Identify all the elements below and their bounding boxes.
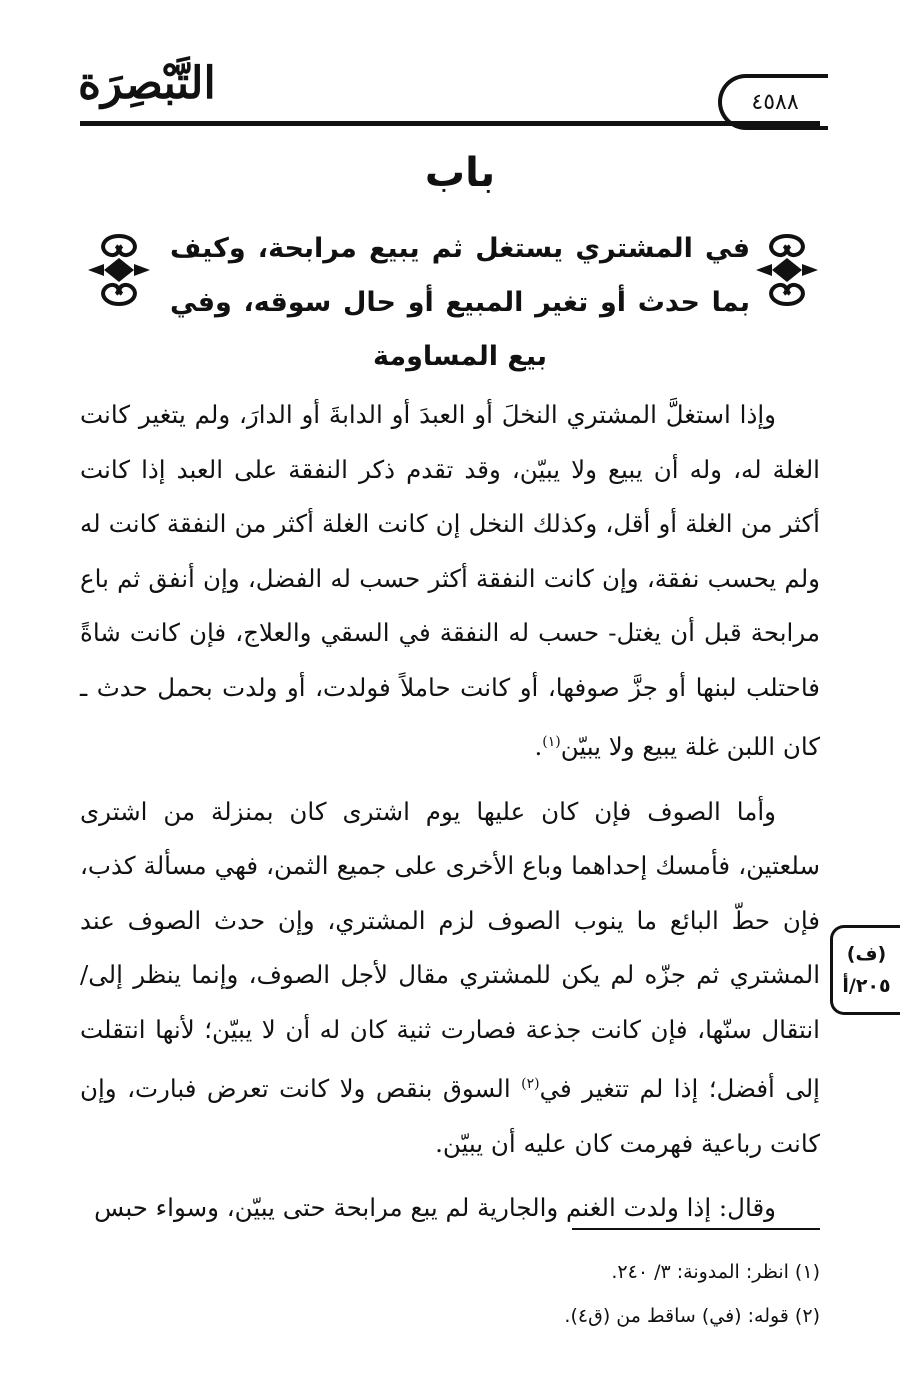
body-text bbox=[80, 388, 820, 1246]
paragraph-1-text: وإذا استغلَّ المشتري النخلَ أو العبدَ أو الدابةَ أو الدارَ، ولم يتغير كانت الغلة له، وله أن يبيع ولا يبيّن، وقد تقدم ذكر النفقة على العبد إذا كانت أكثر من الغلة أو أقل، وكذلك النخل إن كانت الغلة أكثر من النفقة كانت له ولم يحسب نفقة، وإن كانت النفقة أكثر حسب له الفضل، وإن أنفق ثم باع مرابحة قبل أن يغتل- حسب له النفقة في السقي والعلاج، فإن كانت شاةً فاحتلب لبنها أو جزَّ صوفها، أو كانت حاملاً فولدت، أو ولدت بحمل حدث ـ كان اللبن غلة يبيع ولا يبيّن bbox=[80, 400, 821, 762]
paragraph-2 bbox=[80, 785, 820, 1172]
paragraph-1-end: . bbox=[534, 732, 543, 762]
chapter-title: باب bbox=[424, 150, 496, 196]
paragraph-3: وقال: إذا ولدت الغنم والجارية لم يبع مرابحة حتى يبيّن، وسواء حبس bbox=[94, 1193, 776, 1223]
ornament-left-icon bbox=[84, 228, 154, 312]
page-number: ٤٥٨٨ bbox=[718, 74, 828, 130]
page-header bbox=[0, 0, 920, 140]
ornament-right-icon bbox=[752, 228, 822, 312]
footnote-rule bbox=[572, 1228, 820, 1230]
footnote-ref-1: (١) bbox=[542, 734, 561, 750]
margin-note-line-1: (ف) bbox=[846, 943, 887, 965]
book-title: التَّبْصِرَة bbox=[78, 58, 216, 109]
margin-note-line-2: ٢٠٥/أ bbox=[842, 975, 891, 997]
footnote-2: (٢) قوله: (في) ساقط من (ق٤). bbox=[564, 1305, 820, 1327]
paragraph-2-text-b: السوق بنقص ولا كانت تعرض فبارت، وإن كانت رباعية فهرمت كان عليه أن يبيّن. bbox=[80, 1074, 820, 1158]
footnote-1: (١) انظر: المدونة: ٣/ ٢٤٠. bbox=[611, 1261, 820, 1283]
paragraph-2-text-a: وأما الصوف فإن كان عليها يوم اشترى كان بمنزلة من اشترى سلعتين، فأمسك إحداهما وباع الأخرى على جميع الثمن، فهي مسألة كذب، فإن حطّ البائع ما ينوب الصوف لزم المشتري، وإن حدث الصوف عند المشتري ثم جزّه لم يكن للمشتري مقال لأجل الصوف، وإنما ينظر إلى/ انتقال سنّها، فإن كانت جذعة فصارت ثنية كان له أن لا يبيّن؛ لأنها انتقلت إلى أفضل؛ إذا لم تتغير في bbox=[80, 796, 820, 1104]
footnote-ref-2: (٢) bbox=[521, 1076, 540, 1093]
manuscript-margin-note bbox=[830, 925, 900, 1015]
header-rule bbox=[80, 121, 820, 126]
paragraph-1 bbox=[80, 388, 820, 775]
section-heading: في المشتري يستغل ثم يبيع مرابحة، وكيف بما حدث أو تغير المبيع أو حال سوقه، وفي بيع المساومة bbox=[170, 233, 750, 372]
footnotes bbox=[420, 1250, 820, 1338]
